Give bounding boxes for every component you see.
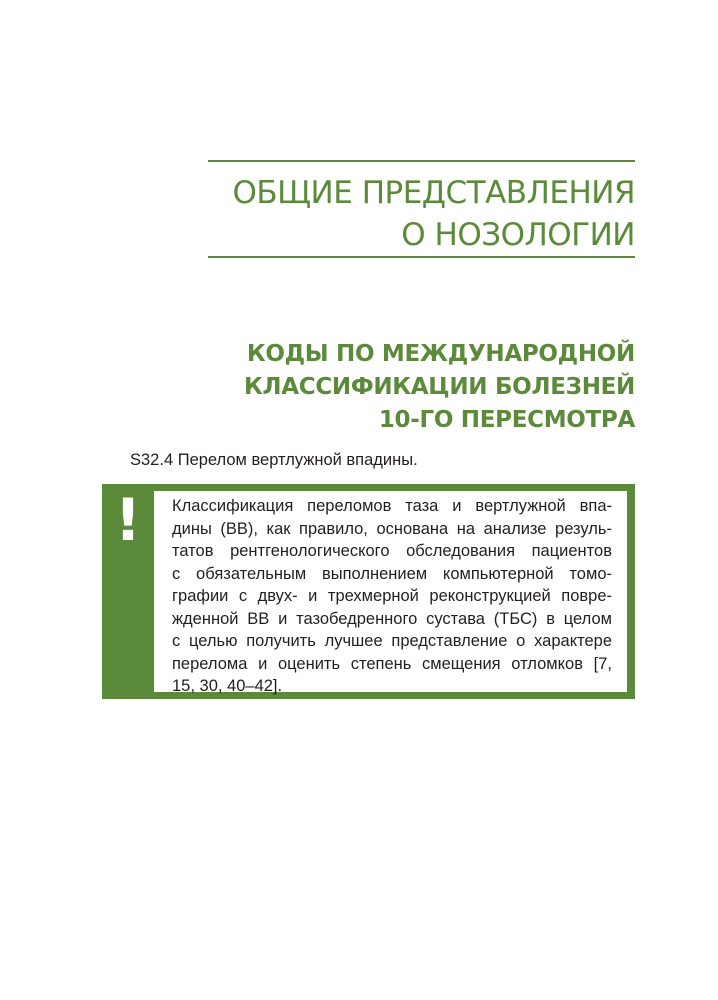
note-line: Классификация переломов таза и вертлужной впа- <box>172 497 612 515</box>
icd-code: S32.4 Перелом вертлужной впадины. <box>130 451 418 469</box>
note-line: с целью получить лучшее представление о характере <box>172 632 612 650</box>
note-line: дины (ВВ), как правило, основана на анализе резуль- <box>172 519 612 538</box>
note-text <box>172 495 612 698</box>
section-title-line-2: КЛАССИФИКАЦИИ БОЛЕЗНЕЙ <box>243 374 635 400</box>
section-title-line-3: 10-ГО ПЕРЕСМОТРА <box>378 407 635 433</box>
note-line: 15, 30, 40–42]. <box>172 677 283 695</box>
chapter-title-line-2: О НОЗОЛОГИИ <box>401 217 635 253</box>
chapter-title <box>150 172 635 256</box>
chapter-title-line-1: ОБЩИЕ ПРЕДСТАВЛЕНИЯ <box>232 175 635 211</box>
note-line: с обязательным выполнением компьютерной томо- <box>172 564 612 583</box>
note-line: графии с двух- и трехмерной реконструкцией повре- <box>172 587 612 605</box>
note-line: перелома и оценить степень смещения отломков [7, <box>172 654 612 673</box>
top-rule-lower <box>208 256 635 258</box>
note-line: татов рентгенологического обследования пациентов <box>172 542 612 560</box>
section-title-line-1: КОДЫ ПО МЕЖДУНАРОДНОЙ <box>246 341 635 367</box>
exclamation-icon: ! <box>114 486 142 554</box>
note-line: жденной ВВ и тазобедренного сустава (ТБС) в целом <box>172 609 612 628</box>
section-title <box>150 338 635 437</box>
top-rule-upper <box>208 160 635 162</box>
note-content <box>154 491 627 695</box>
note-box <box>102 484 635 699</box>
